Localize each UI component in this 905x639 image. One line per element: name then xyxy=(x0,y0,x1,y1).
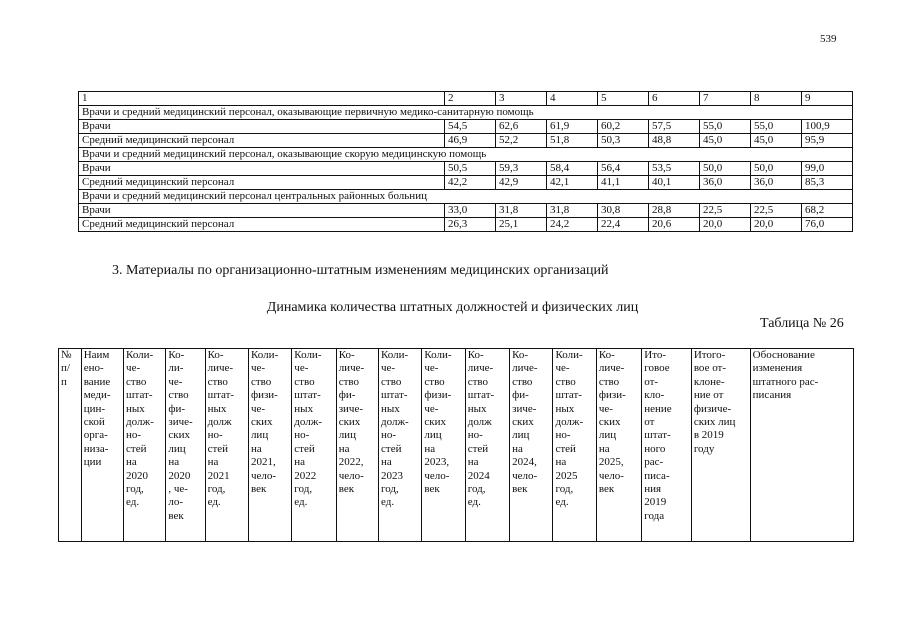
value-cell: 36,0 xyxy=(700,176,751,190)
value-cell: 42,9 xyxy=(496,176,547,190)
table-header-row xyxy=(79,92,853,106)
value-cell: 60,2 xyxy=(598,120,649,134)
row-label: Средний медицинский персонал xyxy=(79,218,445,232)
staffing-ratio-table xyxy=(78,91,853,232)
column-header: № п/ п xyxy=(59,349,82,542)
value-cell: 42,2 xyxy=(445,176,496,190)
group-title-row xyxy=(79,190,853,204)
column-header: Ко- личе- ство штат- ных долж но- стей на 2024 год, ед. xyxy=(465,349,509,542)
value-cell: 55,0 xyxy=(700,120,751,134)
column-header: Ко- ли- че- ство фи- зиче- ских лиц на 2020 , че- ло- век xyxy=(166,349,205,542)
column-header: Итого- вое от- клоне- ние от физиче- ских лиц в 2019 году xyxy=(691,349,750,542)
value-cell: 95,9 xyxy=(802,134,853,148)
row-label: Средний медицинский персонал xyxy=(79,176,445,190)
value-cell: 22,5 xyxy=(751,204,802,218)
group-title: Врачи и средний медицинский персонал, оказывающие первичную медико-санитарную помощь xyxy=(79,106,853,120)
table-number: Таблица № 26 xyxy=(760,316,844,331)
value-cell: 41,1 xyxy=(598,176,649,190)
header-cell: 2 xyxy=(445,92,496,106)
group-title-row xyxy=(79,106,853,120)
header-cell: 5 xyxy=(598,92,649,106)
column-header: Коли- че- ство штат- ных долж- но- стей на 2022 год, ед. xyxy=(292,349,336,542)
row-label: Средний медицинский персонал xyxy=(79,134,445,148)
value-cell: 20,6 xyxy=(649,218,700,232)
value-cell: 100,9 xyxy=(802,120,853,134)
value-cell: 40,1 xyxy=(649,176,700,190)
value-cell: 33,0 xyxy=(445,204,496,218)
value-cell: 52,2 xyxy=(496,134,547,148)
value-cell: 61,9 xyxy=(547,120,598,134)
table-caption: Динамика количества штатных должностей и физических лиц xyxy=(266,300,639,315)
value-cell: 85,3 xyxy=(802,176,853,190)
group-title: Врачи и средний медицинский персонал центральных районных больниц xyxy=(79,190,853,204)
value-cell: 25,1 xyxy=(496,218,547,232)
value-cell: 57,5 xyxy=(649,120,700,134)
value-cell: 68,2 xyxy=(802,204,853,218)
value-cell: 51,8 xyxy=(547,134,598,148)
header-cell: 9 xyxy=(802,92,853,106)
header-cell: 3 xyxy=(496,92,547,106)
value-cell: 50,5 xyxy=(445,162,496,176)
value-cell: 50,0 xyxy=(700,162,751,176)
value-cell: 22,5 xyxy=(700,204,751,218)
value-cell: 50,0 xyxy=(751,162,802,176)
column-header: Ко- личе- ство физи- че- ских лиц на 2025, чело- век xyxy=(596,349,641,542)
value-cell: 31,8 xyxy=(496,204,547,218)
column-header: Коли- че- ство штат- ных долж- но- стей на 2025 год, ед. xyxy=(553,349,596,542)
header-cell: 8 xyxy=(751,92,802,106)
value-cell: 55,0 xyxy=(751,120,802,134)
value-cell: 26,3 xyxy=(445,218,496,232)
group-title: Врачи и средний медицинский персонал, оказывающие скорую медицинскую помощь xyxy=(79,148,853,162)
column-header: Наим ено- вание меди- цин- ской орга- низа- ции xyxy=(81,349,123,542)
column-header: Обоснование изменения штатного рас- писания xyxy=(750,349,853,542)
value-cell: 24,2 xyxy=(547,218,598,232)
value-cell: 45,0 xyxy=(700,134,751,148)
column-header: Ко- личе- ство фи- зиче- ских лиц на 2022, чело- век xyxy=(336,349,378,542)
table-row xyxy=(79,176,853,190)
value-cell: 62,6 xyxy=(496,120,547,134)
column-header: Ко- личе- ство фи- зиче- ских лиц на 2024, чело- век xyxy=(510,349,553,542)
staff-dynamics-table xyxy=(58,348,854,542)
table-row xyxy=(79,134,853,148)
value-cell: 48,8 xyxy=(649,134,700,148)
table-row xyxy=(79,218,853,232)
value-cell: 20,0 xyxy=(700,218,751,232)
value-cell: 31,8 xyxy=(547,204,598,218)
value-cell: 59,3 xyxy=(496,162,547,176)
value-cell: 53,5 xyxy=(649,162,700,176)
header-cell: 6 xyxy=(649,92,700,106)
value-cell: 22,4 xyxy=(598,218,649,232)
value-cell: 45,0 xyxy=(751,134,802,148)
table-header-row xyxy=(59,349,854,542)
row-label: Врачи xyxy=(79,204,445,218)
value-cell: 28,8 xyxy=(649,204,700,218)
value-cell: 58,4 xyxy=(547,162,598,176)
column-header: Коли- че- ство штат- ных долж- но- стей на 2023 год, ед. xyxy=(379,349,422,542)
table-row xyxy=(79,204,853,218)
header-cell: 1 xyxy=(79,92,445,106)
column-header: Коли- че- ство штат- ных долж- но- стей на 2020 год, ед. xyxy=(124,349,166,542)
table-row xyxy=(79,162,853,176)
row-label: Врачи xyxy=(79,162,445,176)
value-cell: 46,9 xyxy=(445,134,496,148)
value-cell: 20,0 xyxy=(751,218,802,232)
column-header: Ито- говое от- кло- нение от штат- ного рас- писа- ния 2019 года xyxy=(642,349,692,542)
page-number: 539 xyxy=(820,33,837,45)
value-cell: 42,1 xyxy=(547,176,598,190)
group-title-row xyxy=(79,148,853,162)
header-cell: 7 xyxy=(700,92,751,106)
value-cell: 50,3 xyxy=(598,134,649,148)
section-heading: 3. Материалы по организационно-штатным изменениям медицинских организаций xyxy=(112,263,609,278)
column-header: Коли- че- ство физи- че- ских лиц на 2023, чело- век xyxy=(422,349,465,542)
value-cell: 30,8 xyxy=(598,204,649,218)
value-cell: 54,5 xyxy=(445,120,496,134)
value-cell: 56,4 xyxy=(598,162,649,176)
row-label: Врачи xyxy=(79,120,445,134)
value-cell: 76,0 xyxy=(802,218,853,232)
header-cell: 4 xyxy=(547,92,598,106)
column-header: Коли- че- ство физи- че- ских лиц на 2021, чело- век xyxy=(248,349,291,542)
value-cell: 36,0 xyxy=(751,176,802,190)
value-cell: 99,0 xyxy=(802,162,853,176)
column-header: Ко- личе- ство штат- ных долж но- стей на 2021 год, ед. xyxy=(205,349,248,542)
table-row xyxy=(79,120,853,134)
